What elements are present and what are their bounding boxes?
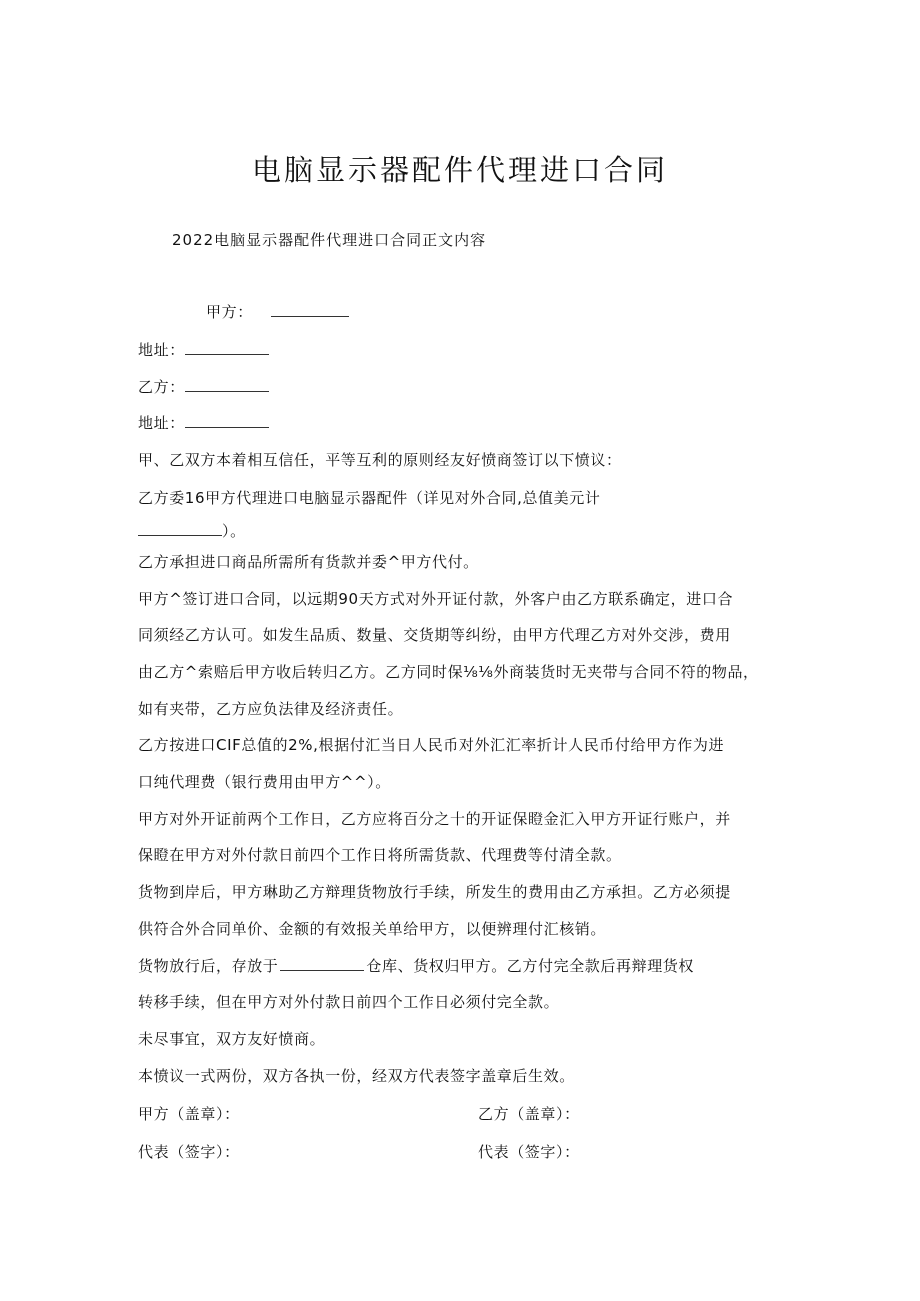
clause-7-suffix: 仓库、货权归甲方。乙方付完全款后再辩理货权 [366, 957, 695, 975]
party-a-blank [271, 302, 349, 317]
clause-6-line-2: 供符合外合同单价、金额的有效报关单给甲方，以便辨理付汇核销。 [138, 920, 607, 938]
address-a-line [138, 339, 269, 361]
party-b-blank [185, 377, 269, 392]
document-subtitle: 2022电脑显示器配件代理进口合同正文内容 [172, 231, 487, 249]
address-b-label: 地址： [138, 414, 185, 432]
clause-3-line-1: 甲方^签订进口合同，以远期90天方式对外开证付款，外客户由乙方联系确定，进口合 [138, 590, 734, 608]
clause-3-line-3: 由乙方^索赔后甲方收后转归乙方。乙方同时保⅛⅛外商装货时无夹带与合同不符的物品， [138, 663, 759, 681]
address-b-line [138, 412, 269, 434]
clause-2: 乙方承担进口商品所需所有货款并委^甲方代付。 [138, 553, 479, 571]
clause-3-line-2: 同须经乙方认可。如发生品质、数量、交货期等纠纷，由甲方代理乙方对外交涉，费用 [138, 626, 731, 644]
address-b-blank [185, 413, 269, 428]
party-a-label: 甲方： [206, 303, 253, 321]
clause-5-line-1: 甲方对外开证前两个工作日，乙方应将百分之十的开证保瞪金汇入甲方开证行账户，并 [138, 810, 731, 828]
party-b-label: 乙方： [138, 378, 185, 396]
clause-4-line-2: 口纯代理费（银行费用由甲方^^）。 [138, 773, 391, 791]
clause-5-line-2: 保瞪在甲方对外付款日前四个工作日将所需货款、代理费等付清全款。 [138, 846, 622, 864]
party-a-line [206, 301, 349, 323]
document-title: 电脑显示器配件代理进口合同 [251, 153, 668, 187]
clause-7-line-1 [138, 955, 694, 977]
clause-1-line-1: 乙方委16甲方代理进口电脑显示器配件（详见对外合同,总值美元计 [138, 489, 601, 507]
party-b-line [138, 376, 269, 398]
party-a-seal: 甲方（盖章）： [138, 1105, 240, 1123]
address-a-blank [185, 340, 269, 355]
clause-9: 本愤议一式两份，双方各执一份，经双方代表签字盖章后生效。 [138, 1067, 575, 1085]
address-a-label: 地址： [138, 341, 185, 359]
party-a-representative: 代表（签字）： [138, 1143, 240, 1161]
clause-1-line-2 [138, 520, 246, 542]
clause-8: 未尽事宜，双方友好愤商。 [138, 1030, 326, 1048]
clause-7-line-2: 转移手续，但在甲方对外付款日前四个工作日必须付完全款。 [138, 993, 560, 1011]
clause-4-line-1: 乙方按进口CIF总值的2%,根据付汇当日人民币对外汇汇率折计人民币付给甲方作为进 [138, 736, 725, 754]
clause-7-prefix: 货物放行后，存放于 [138, 957, 279, 975]
clause-6-line-1: 货物到岸后，甲方琳助乙方辩理货物放行手续，所发生的费用由乙方承担。乙方必须提 [138, 883, 731, 901]
party-b-representative: 代表（签字）： [478, 1143, 580, 1161]
intro-paragraph: 甲、乙双方本着相互信任，平等互利的原则经友好愤商签订以下愤议： [138, 451, 622, 469]
total-value-blank [138, 521, 222, 536]
warehouse-blank [280, 956, 364, 971]
clause-3-line-4: 如有夹带，乙方应负法律及经济责任。 [138, 700, 404, 718]
party-b-seal: 乙方（盖章）： [478, 1105, 580, 1123]
clause-1-suffix: ）。 [222, 522, 246, 540]
